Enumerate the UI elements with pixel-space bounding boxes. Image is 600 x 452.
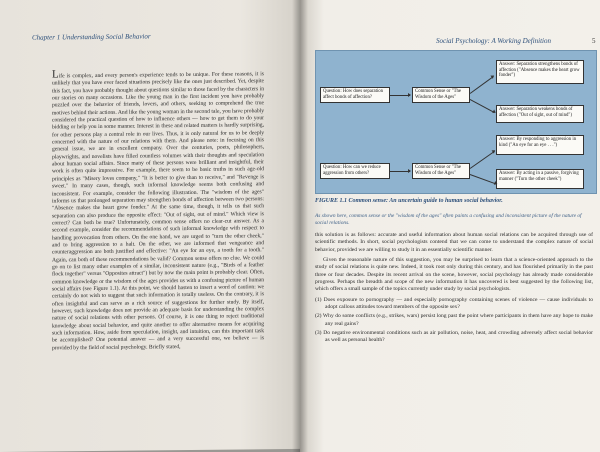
arrow-c1-to-a2 [470, 99, 495, 113]
answer-passive-box: Answer: By acting in a passive, forgiving manner ("Turn the other cheek") [496, 169, 584, 189]
list-item: (2) Why do some conflicts (e.g., strikes, wars) persist long past the point where participants in them have any hope to make any real gains? [315, 313, 593, 327]
common-sense-box-2: Common Sense or "The Wisdom of the Ages" [412, 163, 470, 179]
answer-weakens-box: Answer: Separation weakens bonds of affection ("Out of sight, out of mind") [496, 105, 584, 123]
figure-1-1-diagram [315, 50, 597, 194]
figure-caption-title: FIGURE 1.1 Common sense: An uncertain guide to human social behavior. [315, 198, 503, 204]
book-spine [292, 0, 308, 452]
arrow-q2-to-c2 [390, 171, 410, 172]
figure-caption-body: As shown here, common sense or the "wisdom of the ages" often paints a confusing and inconsistent picture of the nature of social relations. [315, 213, 582, 226]
arrow-q1-to-c1 [390, 95, 410, 96]
right-running-head: Social Psychology: A Working Definition [436, 37, 551, 45]
left-running-head: Chapter 1 Understanding Social Behavior [32, 32, 151, 42]
right-paragraph-2: Given the reasonable nature of this suggestion, you may be surprised to learn that a science-oriented approach to the study of social relations is quite new. Indeed, it took root only during this century, and has flourished primarily in the past three or four decades. Despite its recent arrival on the scene, however, social psychology has already made considerable progress. Perhaps the breadth and scope of the new information it has uncovered is best suggested by the following list, which offers a small sample of the topics currently under study by social psychologists. [315, 257, 593, 293]
arrow-c2-to-a3 [470, 151, 495, 169]
right-paragraph-1: this solution is as follows: accurate and useful information about human social relations can be acquired through use of scientific methods. In short, social psychologists contend that we can come to understand the complex nature of social behavior, provided we are willing to study it in an essentially scientific manner. [315, 232, 593, 253]
common-sense-box-1: Common Sense or "The Wisdom of the Ages" [412, 87, 470, 103]
right-body-text [315, 232, 593, 347]
answer-in-kind-box: Answer: By responding to aggression in kind ("An eye for an eye . . .") [496, 135, 584, 155]
page-number: 5 [592, 37, 596, 45]
topic-list [315, 297, 593, 345]
left-body-text: Life is complex, and every person's experience tends to be unique. For these reasons, it is unlikely that you have ever faced situations precisely like the ones just described. Yet, despite this fact, you have probably thought about questions similar to those faced by the characters in our stories on many occasions. Like the young man in the first incident you have probably puzzled over the behavior of friends, lovers, and others, seeking to comprehend the true motives behind their actions. And like the young woman in the second tale, you have probably considered the practical question of how to influence others — how to get them to do your bidding or help you in some manner. Interest in these and related matters is hardly surprising, for other persons play a central role in our lives. Thus, it is only natural for us to be deeply concerned with the nature of our relations with them. And please note: in focusing on this general issue, we are in excellent company. Over the centuries, poets, philosophers, playwrights, and novelists have filled countless volumes with their thoughts and speculation about human social affairs. Since many of these persons were brilliant and insightful, their work is often quite impressive. For example, there seem to be basic truths in such age-old principles as "Misery loves company," "It is better to give than to receive," and "Revenge is sweet." In many cases, though, such informal knowledge seems both confusing and inconsistent. For example, consider the following illustration. The "wisdom of the ages" informs us that prolonged separation may strengthen bonds of affection between two persons: "Absence makes the heart grow fonder." At the same time, though, it tells us that such separation can also produce the opposite effect: "Out of sight, out of mind." Which view is correct? Can both be true? Unfortunately, common sense offers no clear-cut answer. As a second example, consider the recommendations of such informal knowledge with respect to handling provocation from others. On the one hand, we are urged to "turn the other cheek," and to bring aggression to a halt. On the other, we are informed that vengeance and counteraggression are both justified and effective: "An eye for an eye, a tooth for a tooth." Again, can both of these recommendations be valid? Common sense offers no clue. We could go on to list many other examples of a similar, inconsistent nature (e.g., "Birds of a feather flock together" versus "Opposites attract") but by now the main point is probably clear. Often, common knowledge or the wisdom of the ages provides us with a confusing picture of human social affairs (see Figure 1.1). At this point, we should hasten to insert a word of caution: we certainly do not wish to suggest that such information is totally useless. On the contrary, it is often insightful and can serve as a rich source of suggestions for further study. By itself, however, such knowledge does not provide an adequate basis for understanding the complex nature of social relations with other persons. Of course, it is one thing to reject traditional knowledge about social behavior, and quite another to offer alternative means for acquiring such information. How, aside from speculation, insight, and intuition, can this important task be accomplished? One potential answer — and a very successful one, we believe — is provided by the field of social psychology. Briefly stated, [52, 68, 264, 352]
question-aggression-box: Question: How can we reduce aggression from others? [320, 163, 390, 179]
arrow-c1-to-a1 [470, 76, 494, 94]
list-item: (1) Does exposure to pornography — and especially pornography containing scenes of violence — cause individuals to adopt callous attitudes toward members of the opposite sex? [315, 296, 593, 311]
list-item: (3) Do negative environmental conditions such as air pollution, noise, heat, and crowding adversely affect social behavior as well as personal health? [315, 330, 593, 344]
arrow-c2-to-a4 [470, 174, 497, 184]
question-separation-box: Question: How does separation affect bonds of affection? [320, 87, 390, 103]
answer-strengthens-box: Answer: Separation strengthens bonds of affection ("Absence makes the heart grow fonder") [496, 60, 584, 84]
